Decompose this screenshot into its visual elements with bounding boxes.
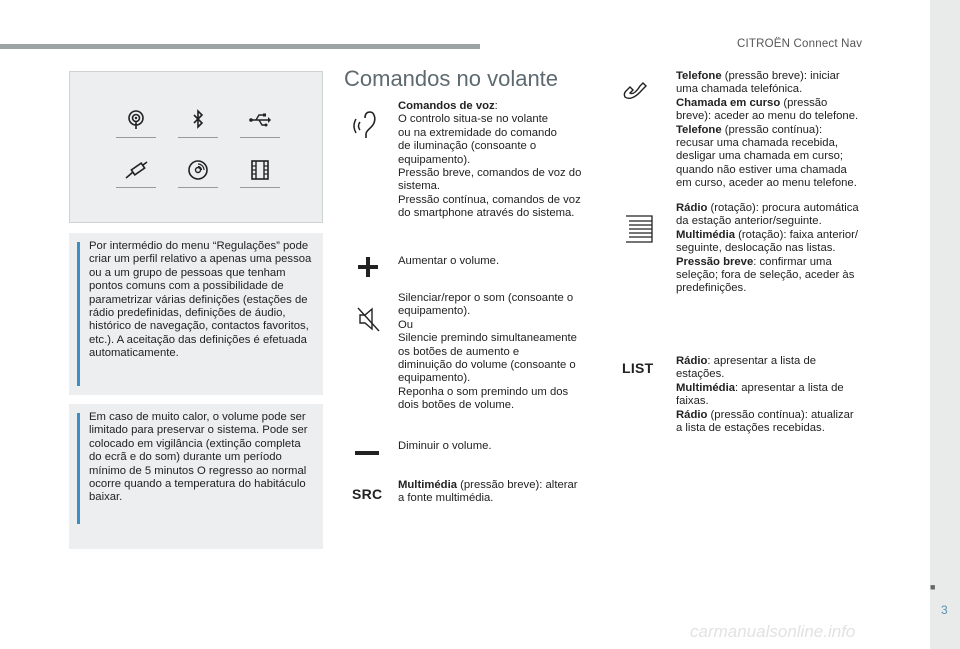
bluetooth-icon [178,108,218,138]
list-label: LIST [622,360,654,376]
info-bar [77,413,80,524]
thumbwheel-text: Rádio (rotação): procura automática da estação anterior/seguinte. Multimédia (rotação): faixa anterior/ seguinte, deslocação nas listas. Pressão breve: confirmar uma seleção; fora de seleção, aceder às predefinições. [676,202,859,295]
note-text: Em caso de muito calor, o volume pode ser limitado para preservar o sistema. Pode ser colocado em vigilância (extinção completa do ecrã e do som) durante um período mínimo de 5 minutos O regresso ao normal ocorre quando a temperatura do habitáculo baixar. [89,411,308,504]
page-margin-strip [930,0,960,649]
volume-up-text: Aumentar o volume. [398,255,500,267]
mute-text: Silenciar/repor o som (consoante o equipamento). Ou Silencie premindo simultaneamente os botões de aumento e diminuição do volume (consoante o equipamento). Reponha o som premindo um dos dois botões de volume. [398,292,577,412]
info-bar [77,242,80,386]
aux-cable-icon [116,158,156,188]
plus-icon [357,256,379,278]
source-icons-panel [69,71,323,223]
watermark: carmanualsonline.info [690,622,856,641]
phone-icon [621,74,651,102]
header-rule [0,44,480,49]
section-title: Comandos no volante [344,66,559,91]
volume-down-text: Diminuir o volume. [398,440,492,452]
mute-icon [357,306,381,332]
minus-icon [355,450,379,456]
end-marker: ■ [930,582,936,592]
brand-title: CITROËN Connect Nav [737,38,863,50]
note-text: Por intermédio do menu “Regulações” pode criar um perfil relativo a apenas uma pessoa ou a um grupo de pessoas que tenham pontos comuns com a possibilidade de parametrizar várias definições (estações de rádio predefinidas, definições de áudio, histórico de navegação, contactos favoritos, etc.). A aceitação das definições é efetuada automaticamente. [89,240,312,360]
cd-icon [178,158,218,188]
voice-command-text: Comandos de voz: O controlo situa-se no volante ou na extremidade do comando de iluminação (consoante o equipamento). Pressão breve, comandos de voz do sistema. Pressão contínua, comandos de voz do smartphone através do sistema. [398,100,582,220]
usb-icon [240,108,280,138]
src-text: Multimédia (pressão breve): alterar a fonte multimédia. [398,479,578,505]
phone-text: Telefone (pressão breve): iniciar uma chamada telefónica. Chamada em curso (pressão breve): aceder ao menu do telefone. Telefone (pressão contínua): recusar uma chamada recebida, desligar uma chamada em curso; quando não estiver uma chamada em curso, aceder ao menu telefone. [676,70,859,190]
page-number: 3 [941,603,948,617]
voice-command-icon [352,108,384,142]
info-note-profiles [69,233,323,395]
video-icon [240,158,280,188]
thumbwheel-icon [623,214,655,244]
list-text: Rádio: apresentar a lista de estações. Multimédia: apresentar a lista de faixas. Rádio (pressão contínua): atualizar a lista de estações recebidas. [676,355,854,435]
info-note-heat [69,404,323,549]
src-label: SRC [352,486,383,502]
podcast-icon [116,108,156,138]
